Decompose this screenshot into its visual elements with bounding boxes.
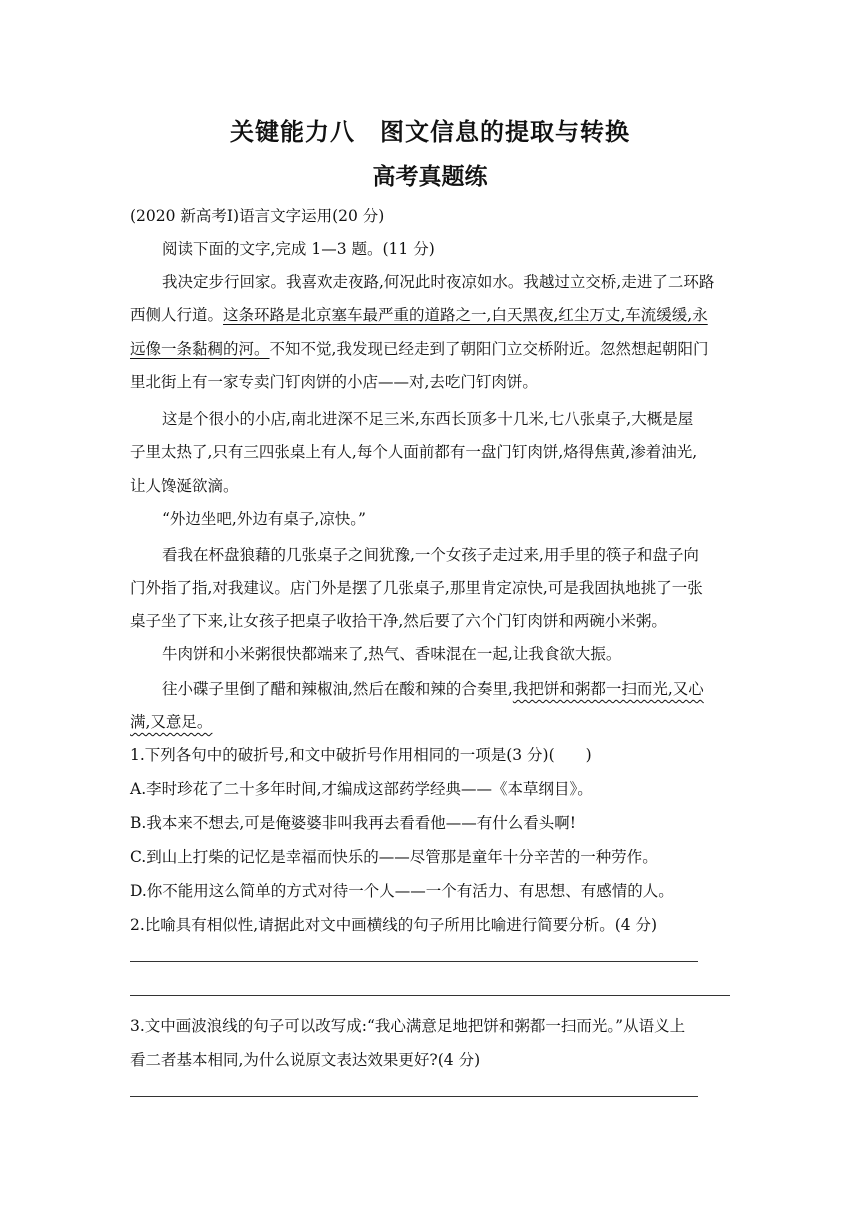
question-text: 1.下列各句中的破折号,和文中破折号作用相同的一项是(3 分)( ) bbox=[130, 746, 592, 764]
passage-line: 让人馋涎欲滴。 bbox=[130, 477, 239, 495]
question-text: 3.文中画波浪线的句子可以改写成:“我心满意足地把饼和粥都一扫而光。”从语义上 bbox=[130, 1017, 686, 1035]
underlined-sentence: 远像一条黏稠的河。 bbox=[130, 340, 270, 358]
option-b[interactable]: B.我本来不想去,可是俺婆婆非叫我再去看看他——有什么看头啊! bbox=[130, 814, 576, 832]
passage-line: 我决定步行回家。我喜欢走夜路,何况此时夜凉如水。我越过立交桥,走进了二环路 bbox=[162, 273, 715, 291]
passage-line: “外边坐吧,外边有桌子,凉快。” bbox=[162, 510, 366, 528]
passage-line: 看我在杯盘狼藉的几张桌子之间犹豫,一个女孩子走过来,用手里的筷子和盘子向 bbox=[162, 546, 699, 564]
passage-text: 往小碟子里倒了醋和辣椒油,然后在酸和辣的合奏里, bbox=[162, 680, 513, 698]
passage-text: 西侧人行道。 bbox=[130, 306, 224, 324]
passage-line: 子里太热了,只有三四张桌上有人,每个人面前都有一盘门钉肉饼,烙得焦黄,渗着油光, bbox=[130, 443, 698, 461]
question-text: 2.比喻具有相似性,请据此对文中画横线的句子所用比喻进行简要分析。(4 分) bbox=[130, 916, 658, 934]
passage-line bbox=[162, 677, 704, 699]
answer-line[interactable] bbox=[130, 961, 698, 962]
wavy-sentence: 满,又意足。 bbox=[130, 713, 213, 731]
passage-text: 不知不觉,我发现已经走到了朝阳门立交桥附近。忽然想起朝阳门 bbox=[269, 340, 709, 358]
passage-line: 里北街上有一家专卖门钉肉饼的小店——对,去吃门钉肉饼。 bbox=[130, 373, 538, 391]
passage-line bbox=[130, 337, 708, 359]
underlined-sentence: 这条环路是北京塞车最严重的道路之一,白天黑夜,红尘万丈,车流缓缓,永 bbox=[223, 306, 708, 324]
answer-line[interactable] bbox=[130, 1096, 698, 1097]
option-a[interactable]: A.李时珍花了二十多年时间,才编成这部药学经典——《本草纲目》。 bbox=[130, 780, 593, 798]
passage-line bbox=[130, 303, 708, 325]
passage-line: 这是个很小的小店,南北进深不足三米,东西长顶多十几米,七八张桌子,大概是屋 bbox=[162, 410, 694, 428]
instruction: 阅读下面的文字,完成 1—3 题。(11 分) bbox=[162, 240, 435, 258]
passage-line: 门外指了指,对我建议。店门外是摆了几张桌子,那里肯定凉快,可是我固执地挑了一张 bbox=[130, 579, 703, 597]
source-line: (2020 新高考Ⅰ)语言文字运用(20 分) bbox=[130, 207, 385, 225]
answer-line[interactable] bbox=[130, 995, 730, 996]
option-d[interactable]: D.你不能用这么简单的方式对待一个人——一个有活力、有思想、有感情的人。 bbox=[130, 882, 674, 900]
option-c[interactable]: C.到山上打柴的记忆是幸福而快乐的——尽管那是童年十分辛苦的一种劳作。 bbox=[130, 848, 658, 866]
question-text: 看二者基本相同,为什么说原文表达效果更好?(4 分) bbox=[130, 1051, 481, 1069]
passage-line: 牛肉饼和小米粥很快都端来了,热气、香味混在一起,让我食欲大振。 bbox=[162, 645, 622, 663]
page-subtitle: 高考真题练 bbox=[372, 164, 488, 190]
wavy-sentence: 我把饼和粥都一扫而光,又心 bbox=[512, 680, 704, 698]
passage-line bbox=[130, 710, 212, 732]
page-title: 关键能力八 图文信息的提取与转换 bbox=[230, 118, 630, 146]
passage-line: 桌子坐了下来,让女孩子把桌子收拾干净,然后要了六个门钉肉饼和两碗小米粥。 bbox=[130, 612, 667, 630]
